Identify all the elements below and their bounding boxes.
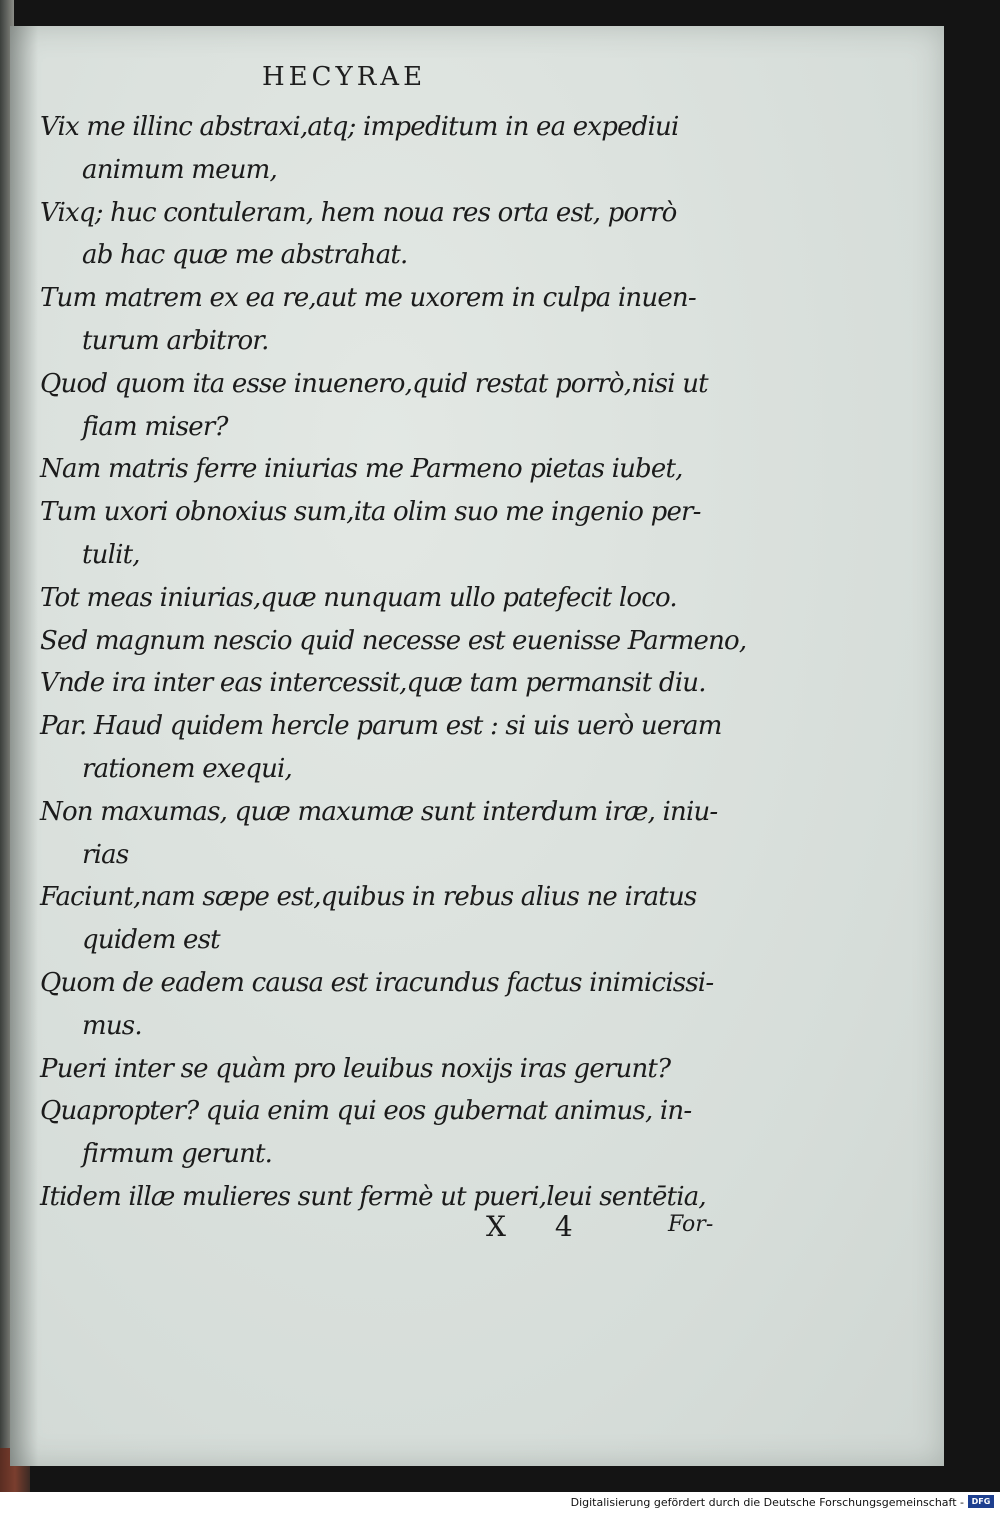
text-line: Itidem illæ mulieres sunt fermè ut pueri,leui sentētia,: [40, 1181, 706, 1212]
text-line: Vix me illinc abstraxi,atq; impeditum in ea expediui: [40, 112, 679, 142]
text-line: mus.: [82, 1010, 142, 1041]
signature-mark: X 4: [486, 1210, 593, 1243]
text-line: Par. Haud quidem hercle parum est : si uis uerò ueram: [40, 711, 722, 742]
footer-credit: Digitalisierung gefördert durch die Deutsche Forschungsgemeinschaft -: [570, 1496, 964, 1509]
text-line: Quod quom ita esse inuenero,quid restat porrò,nisi ut: [40, 368, 708, 399]
text-line: tulit,: [82, 539, 140, 570]
text-line: firmum gerunt.: [82, 1139, 273, 1170]
text-line: rationem exequi,: [82, 753, 293, 784]
text-line: Vixq; huc contuleram, hem noua res orta est, porrò: [40, 197, 677, 228]
spine-shadow: [10, 26, 38, 1466]
dfg-logo-icon: DFG: [968, 1495, 994, 1508]
text-line: Vnde ira inter eas intercessit,quæ tam permansit diu.: [40, 668, 706, 699]
text-line: Nam matris ferre iniurias me Parmeno pietas iubet,: [40, 454, 683, 485]
text-line: Tum uxori obnoxius sum,ita olim suo me ingenio per-: [40, 497, 701, 528]
text-line: animum meum,: [82, 154, 277, 185]
catchword: For-: [668, 1212, 714, 1237]
text-line: Quom de eadem causa est iracundus factus inimicissi-: [40, 967, 714, 998]
text-line: Tot meas iniurias,quæ nunquam ullo patefecit loco.: [40, 582, 677, 613]
text-line: quidem est: [82, 925, 220, 956]
verse-text-block: [40, 106, 747, 1219]
text-line: Faciunt,nam sæpe est,quibus in rebus alius ne iratus: [40, 882, 697, 913]
text-line: Non maxumas, quæ maxumæ sunt interdum iræ, iniu-: [40, 796, 718, 827]
text-line: ab hac quæ me abstrahat.: [82, 240, 408, 271]
text-line: Pueri inter se quàm pro leuibus noxijs iras gerunt?: [40, 1053, 671, 1084]
text-line: Sed magnum nescio quid necesse est euenisse Parmeno,: [40, 625, 747, 656]
text-line: fiam miser?: [82, 411, 228, 442]
running-head: HECYRAE: [262, 62, 427, 92]
text-line: turum arbitror.: [82, 325, 269, 356]
text-line: rias: [82, 839, 129, 870]
text-line: Tum matrem ex ea re,aut me uxorem in culpa inuen-: [40, 283, 696, 314]
text-line: Quapropter? quia enim qui eos gubernat animus, in-: [40, 1096, 692, 1127]
